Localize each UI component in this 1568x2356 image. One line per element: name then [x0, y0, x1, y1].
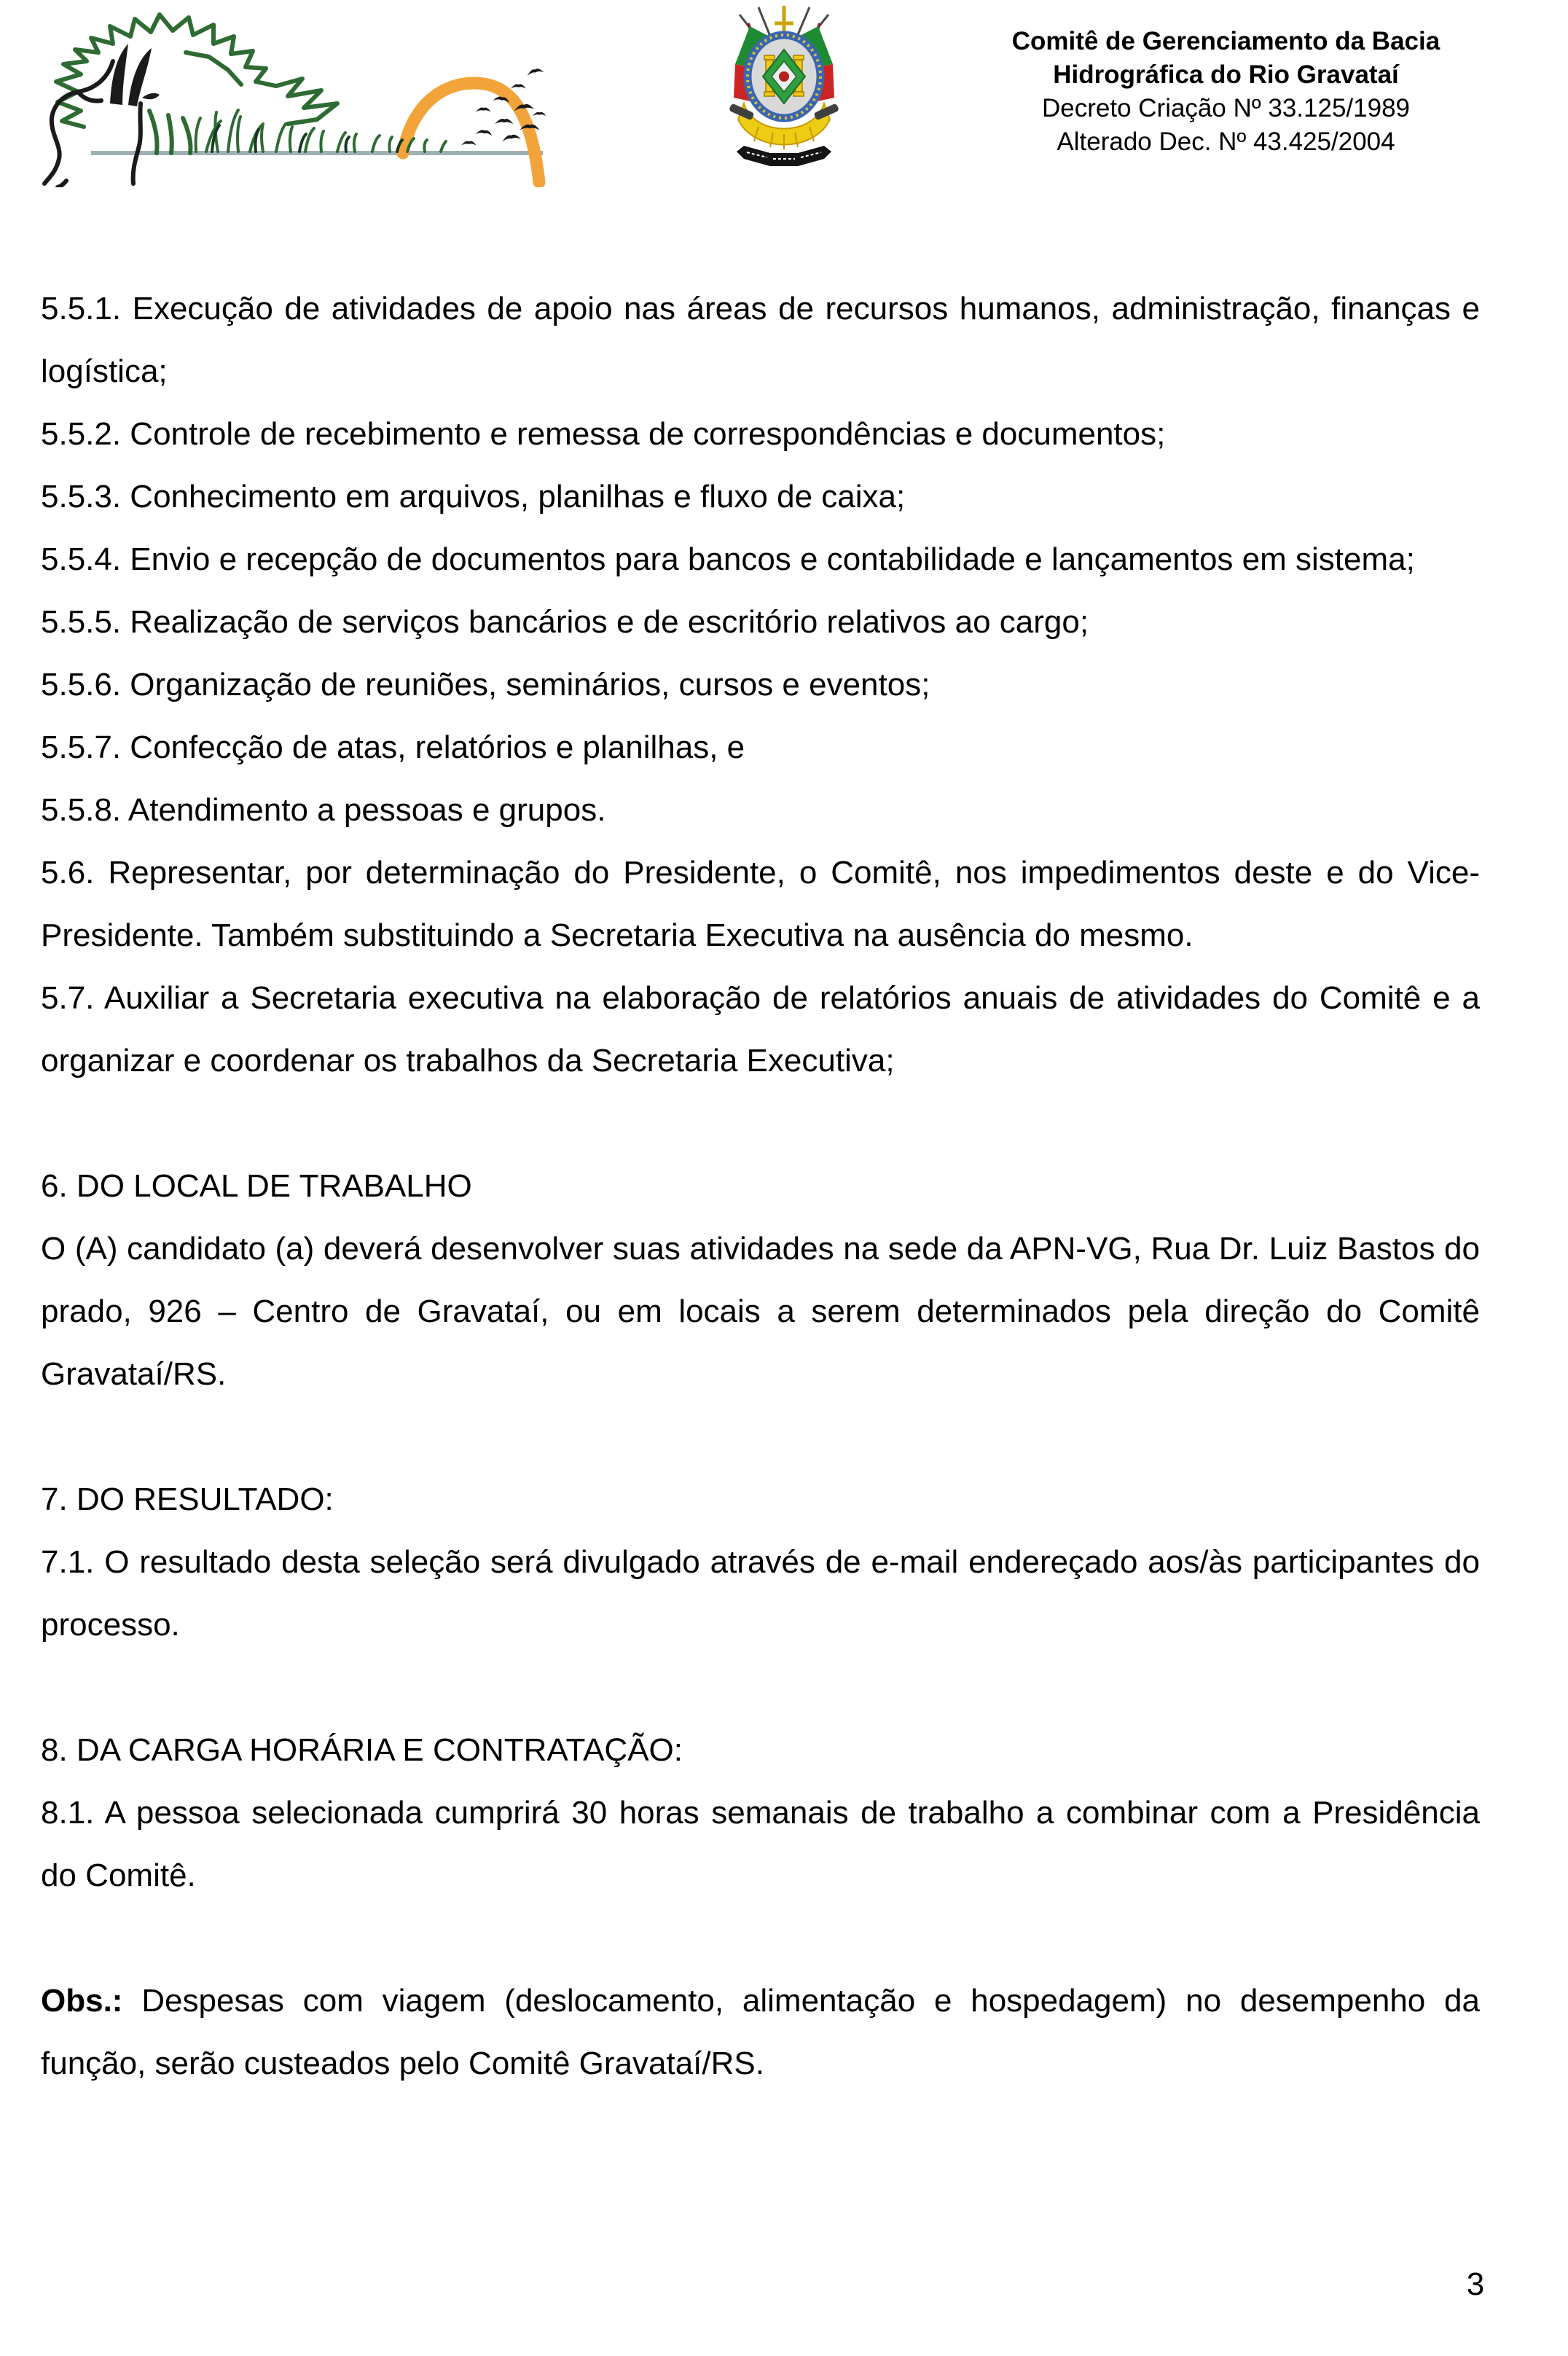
section-7-paragraph: 7.1. O resultado desta seleção será divulgado através de e-mail endereçado aos/às participantes do processo.: [41, 1544, 1480, 1643]
deer-antlers: [110, 44, 160, 106]
item-5-5-4: 5.5.4. Envio e recepção de documentos para bancos e contabilidade e lançamentos em sistema;: [41, 541, 1415, 577]
item-5-7: 5.7. Auxiliar a Secretaria executiva na elaboração de relatórios anuais de atividades do Comitê e a organizar e coordenar os trabalhos da Secretaria Executiva;: [41, 980, 1480, 1079]
section-8-paragraph: 8.1. A pessoa selecionada cumprirá 30 horas semanais de trabalho a combinar com a Presidência do Comitê.: [41, 1795, 1480, 1893]
item-5-5-8: 5.5.8. Atendimento a pessoas e grupos.: [41, 792, 606, 828]
item-5-6: 5.6. Representar, por determinação do Presidente, o Comitê, nos impedimentos deste e do Vice-Presidente. Também substituindo a Secretaria Executiva na ausência do mesmo.: [41, 855, 1480, 953]
rs-coat-of-arms-icon: [725, 1, 843, 180]
section-6-paragraph: O (A) candidato (a) deverá desenvolver suas atividades na sede da APN-VG, Rua Dr. Luiz Bastos do prado, 926 – Centro de Gravataí, ou em locais a serem determinados pela direção do Comitê Gravataí/RS.: [41, 1231, 1480, 1392]
document-body: [41, 278, 1480, 2095]
observation-label: Obs.:: [41, 1983, 123, 2019]
org-title-line2: Hidrográfica do Rio Gravataí: [1053, 60, 1399, 89]
decree-amended-line: Alterado Dec. Nº 43.425/2004: [1057, 128, 1395, 156]
item-5-5-3: 5.5.3. Conhecimento em arquivos, planilhas e fluxo de caixa;: [41, 479, 906, 514]
watershed-landscape-logo-icon: [40, 9, 554, 187]
section-7-heading: 7. DO RESULTADO:: [41, 1482, 334, 1517]
item-5-5-2: 5.5.2. Controle de recebimento e remessa de correspondências e documentos;: [41, 416, 1166, 452]
page-number: 3: [1466, 2266, 1485, 2302]
item-5-5-1: 5.5.1. Execução de atividades de apoio nas áreas de recursos humanos, administração, finanças e logística;: [41, 291, 1480, 389]
observation-note: [41, 1970, 1480, 2095]
section-6-heading: 6. DO LOCAL DE TRABALHO: [41, 1168, 472, 1204]
item-5-5-6: 5.5.6. Organização de reuniões, seminários, cursos e eventos;: [41, 667, 930, 703]
org-title-line1: Comitê de Gerenciamento da Bacia: [1011, 27, 1440, 55]
item-5-5-7: 5.5.7. Confecção de atas, relatórios e planilhas, e: [41, 729, 745, 765]
item-5-5-5: 5.5.5. Realização de serviços bancários e de escritório relativos ao cargo;: [41, 604, 1089, 640]
sun-arc: [403, 83, 539, 182]
decree-creation-line: Decreto Criação Nº 33.125/1989: [1041, 94, 1411, 122]
observation-text: Despesas com viagem (deslocamento, alimentação e hospedagem) no desempenho da função, serão custeados pelo Comitê Gravataí/RS.: [41, 1983, 1481, 2081]
header-text-block: [973, 25, 1479, 159]
section-8-heading: 8. DA CARGA HORÁRIA E CONTRATAÇÃO:: [41, 1732, 683, 1768]
crest-center-emblem: [779, 71, 789, 82]
